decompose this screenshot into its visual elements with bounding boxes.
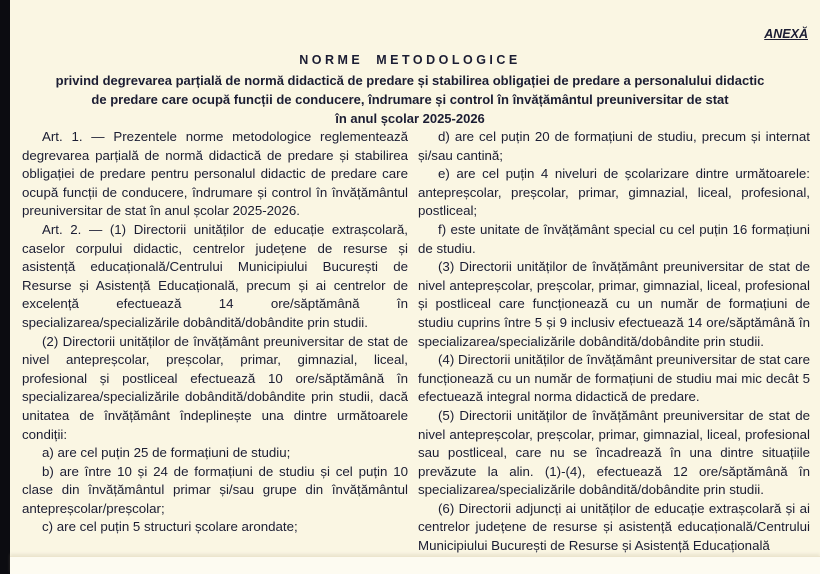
paragraph-art2-al3: (3) Directorii unităților de învățământ preuniversitar de stat de nivel antepreșcolar, preșcolar, primar, gimnazial, liceal, profesional și postliceal care funcționează cu un număr de formațiuni de studiu cuprins între 5 și 9 inclusiv efectuează 14 ore/săptămână în specializarea/specializările dobândită/dobândite prin studii. xyxy=(418,259,810,349)
paragraph-art2-al4: (4) Directorii unităților de învățământ preuniversitar de stat care funcționează cu un număr de formațiuni de studiu mai mic decât 5 efectuează integral norma didactică de predare. xyxy=(418,352,810,405)
paragraph-art2-al6: (6) Directorii adjuncți ai unităților de educație extrașcolară și ai centrelor județene de resurse și asistență educațională/Centrului Municipiului București de Resurse și Asistență Educațională xyxy=(418,500,810,554)
list-item-a: a) are cel puțin 25 de formațiuni de studiu; xyxy=(42,445,291,461)
list-item-f: f) este unitate de învățământ special cu cel puțin 16 formațiuni de studiu. xyxy=(418,221,810,256)
paragraph-art2-al5: (5) Directorii unităților de învățământ preuniversitar de stat de nivel antepreșcolar, preșcolar, primar, gimnazial, liceal, profesional sau postliceal, care nu se încadrează în una dintre situațiile prevăzute la alin. (1)-(4), efectuează 12 ore/săptămână în specializarea/specializările dobândită/dobândite prin studii. xyxy=(418,407,810,498)
scan-bottom-edge xyxy=(10,556,820,574)
scan-left-edge xyxy=(0,0,10,574)
left-column xyxy=(22,128,408,556)
list-item-c: c) are cel puțin 5 structuri școlare arondate; xyxy=(42,519,298,535)
paragraph-art2-al2: (2) Directorii unităților de învățământ preuniversitar de stat de nivel antepreșcolar, preșcolar, primar, gimnazial, liceal, profesional și postliceal efectuează 10 ore/săptămână în specializarea/specializările dobândită/dobândite prin studii, dacă unitatea de învățământ îndeplinește una dintre următoarele condiții: xyxy=(22,333,408,442)
document-title: NORME METODOLOGICE xyxy=(299,53,521,67)
subtitle-line-2: de predare care ocupă funcții de conducere, îndrumare și control în învățământul preuniversitar de stat xyxy=(91,92,729,107)
subtitle-line-1: privind degrevarea parțială de normă didactică de predare și stabilirea obligației de predare a personalului didactic xyxy=(55,73,765,88)
subtitle-line-3: în anul școlar 2025-2026 xyxy=(335,111,485,126)
list-item-d: d) are cel puțin 20 de formațiuni de studiu, precum și internat și/sau cantină; xyxy=(418,129,810,163)
paragraph-art1: Art. 1. — Prezentele norme metodologice reglementează degrevarea parțială de normă didactică de predare și stabilirea obligației de predare pentru personalul didactic de predare care ocupă funcții de conducere, îndrumare și control în învățământul preuniversitar de stat în anul școlar 2025-2026. xyxy=(22,129,408,219)
list-item-e: e) are cel puțin 4 niveluri de școlarizare dintre următoarele: antepreșcolar, preșcolar, primar, gimnazial, liceal, profesional, postliceal; xyxy=(418,166,810,219)
list-item-b: b) are între 10 și 24 de formațiuni de studiu și cel puțin 10 clase din învățământul primar și/sau grupe din învățământul antepreșcolar/preșcolar; xyxy=(22,463,408,516)
paragraph-art2-al1: Art. 2. — (1) Directorii unităților de educație extrașcolară, caselor corpului didactic, centrelor județene de resurse și asistență educațională/Centrului Municipiului București de Resurse și Asistență Educațională, precum și ai centrelor de excelență efectuează 14 ore/săptămână în specializarea/specializările dobândită/dobândite prin studii. xyxy=(22,221,408,330)
document-subtitle xyxy=(10,71,810,128)
annex-label: ANEXĂ xyxy=(764,27,808,41)
right-column xyxy=(418,128,810,556)
document-body xyxy=(22,128,810,556)
